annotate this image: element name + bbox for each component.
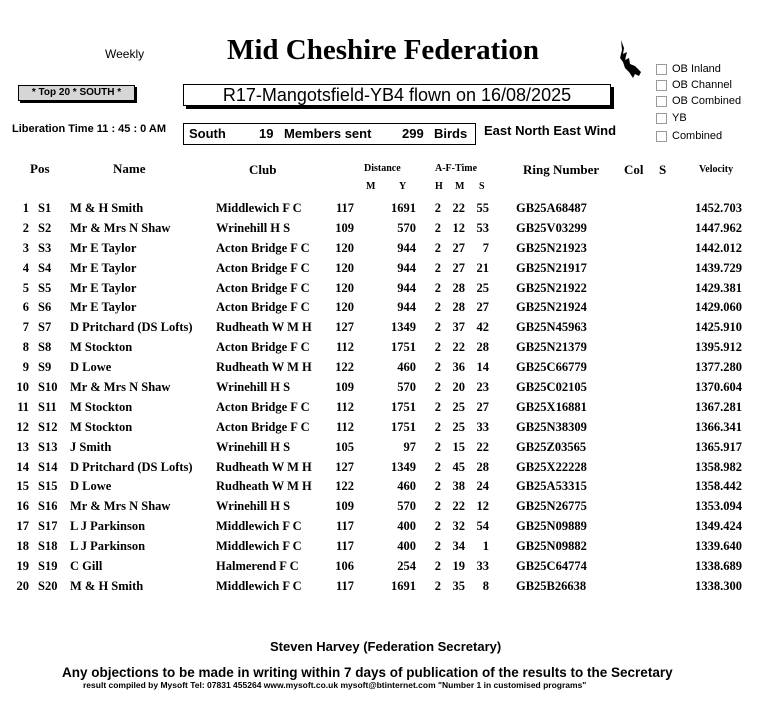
time-minutes: 28 (452, 280, 465, 295)
page-title: Mid Cheshire Federation (227, 34, 539, 66)
fancier-name: D Lowe (70, 479, 112, 494)
col-distance-y: Y (399, 181, 407, 192)
section-position: S7 (38, 320, 52, 335)
option-label: Combined (672, 130, 723, 142)
distance-yards: 1349 (391, 459, 416, 474)
time-minutes: 20 (452, 380, 465, 395)
club-name: Halmerend F C (216, 559, 299, 574)
distance-miles: 120 (335, 300, 354, 315)
time-seconds: 25 (476, 280, 489, 295)
club-name: Rudheath W M H (216, 459, 312, 474)
time-hours: 2 (434, 479, 441, 494)
time-minutes: 37 (452, 320, 465, 335)
time-minutes: 32 (452, 519, 465, 534)
time-seconds: 23 (476, 380, 489, 395)
distance-miles: 120 (335, 280, 354, 295)
club-name: Wrinehill H S (216, 499, 291, 514)
checkbox-icon[interactable] (656, 131, 667, 142)
time-minutes: 34 (452, 539, 465, 554)
section-position: S8 (38, 340, 52, 355)
distance-yards: 944 (397, 280, 416, 295)
time-minutes: 28 (452, 300, 465, 315)
club-name: Acton Bridge F C (216, 280, 310, 295)
distance-miles: 117 (335, 539, 354, 554)
distance-yards: 1691 (391, 578, 416, 593)
section-position: S15 (38, 479, 58, 494)
fancier-name: Mr E Taylor (70, 280, 137, 295)
row-number: 18 (16, 539, 29, 554)
time-minutes: 35 (452, 578, 465, 593)
row-number: 4 (22, 260, 29, 275)
distance-miles: 122 (335, 479, 354, 494)
section-position: S5 (38, 280, 52, 295)
distance-yards: 400 (397, 519, 416, 534)
table-row (0, 259, 758, 279)
time-minutes: 19 (452, 559, 465, 574)
table-row (0, 517, 758, 537)
ring-number: GB25N09889 (516, 519, 587, 534)
row-number: 16 (16, 499, 29, 514)
members-label: Members sent (284, 126, 372, 141)
time-seconds: 33 (476, 559, 489, 574)
time-hours: 2 (434, 499, 441, 514)
time-seconds: 12 (476, 499, 489, 514)
birds-count: 299 (402, 126, 424, 141)
secretary-name: Steven Harvey (Federation Secretary) (270, 639, 502, 654)
time-minutes: 27 (452, 260, 465, 275)
time-hours: 2 (434, 539, 441, 554)
checkbox-icon[interactable] (656, 64, 667, 75)
row-number: 1 (22, 201, 29, 215)
row-number: 5 (22, 280, 29, 295)
distance-miles: 120 (335, 240, 354, 255)
time-hours: 2 (434, 519, 441, 534)
velocity: 1395.912 (695, 340, 742, 355)
table-row (0, 358, 758, 378)
row-number: 2 (22, 220, 29, 235)
section-position: S13 (38, 439, 58, 454)
table-row (0, 458, 758, 478)
fancier-name: Mr & Mrs N Shaw (70, 380, 171, 395)
velocity: 1377.280 (695, 360, 742, 375)
section-position: S14 (38, 459, 58, 474)
birds-label: Birds (434, 126, 468, 141)
time-minutes: 12 (452, 220, 465, 235)
col-time-m: M (455, 181, 465, 192)
time-hours: 2 (434, 201, 441, 215)
distance-yards: 1751 (391, 419, 416, 434)
fancier-name: D Pritchard (DS Lofts) (70, 459, 193, 474)
distance-yards: 570 (397, 220, 416, 235)
velocity: 1447.962 (695, 220, 742, 235)
fancier-name: Mr E Taylor (70, 260, 137, 275)
time-seconds: 24 (476, 479, 489, 494)
row-number: 13 (16, 439, 29, 454)
fancier-name: J Smith (70, 439, 112, 454)
distance-yards: 944 (397, 240, 416, 255)
distance-yards: 570 (397, 380, 416, 395)
fancier-name: Mr & Mrs N Shaw (70, 499, 171, 514)
distance-yards: 944 (397, 260, 416, 275)
row-number: 20 (16, 578, 29, 593)
velocity: 1349.424 (695, 519, 742, 534)
section-position: S18 (38, 539, 58, 554)
time-seconds: 22 (476, 439, 489, 454)
ring-number: GB25N21924 (516, 300, 587, 315)
col-time-s: S (479, 181, 485, 192)
time-hours: 2 (434, 240, 441, 255)
distance-yards: 570 (397, 499, 416, 514)
time-minutes: 22 (452, 340, 465, 355)
col-distance-m: M (366, 181, 376, 192)
club-name: Wrinehill H S (216, 220, 291, 235)
time-seconds: 8 (482, 578, 489, 593)
club-name: Middlewich F C (216, 519, 302, 534)
fancier-name: D Pritchard (DS Lofts) (70, 320, 193, 335)
section-position: S6 (38, 300, 52, 315)
option-yb[interactable] (656, 112, 687, 124)
time-hours: 2 (434, 360, 441, 375)
compiled-by: result compiled by Mysoft Tel: 07831 455264 www.mysoft.co.uk mysoft@btinternet.com "Number 1 in customised programs" (83, 680, 587, 690)
club-name: Middlewich F C (216, 201, 302, 215)
ring-number: GB25X16881 (516, 399, 587, 414)
distance-yards: 460 (397, 360, 416, 375)
club-name: Middlewich F C (216, 578, 302, 593)
club-name: Acton Bridge F C (216, 240, 310, 255)
row-number: 12 (16, 419, 29, 434)
distance-miles: 109 (335, 220, 354, 235)
club-name: Wrinehill H S (216, 380, 291, 395)
fancier-name: Mr & Mrs N Shaw (70, 220, 171, 235)
fancier-name: Mr E Taylor (70, 300, 137, 315)
velocity: 1442.012 (695, 240, 742, 255)
table-row (0, 318, 758, 338)
ring-number: GB25V03299 (516, 220, 587, 235)
ring-number: GB25N38309 (516, 419, 587, 434)
time-seconds: 7 (482, 240, 489, 255)
table-row (0, 279, 758, 299)
col-aftime: A-F-Time (435, 163, 478, 174)
row-number: 14 (16, 459, 29, 474)
section-position: S9 (38, 360, 52, 375)
time-seconds: 28 (476, 459, 489, 474)
ring-number: GB25N21923 (516, 240, 587, 255)
distance-yards: 97 (403, 439, 416, 454)
distance-miles: 112 (335, 419, 354, 434)
time-minutes: 25 (452, 399, 465, 414)
table-row (0, 239, 758, 259)
row-number: 7 (22, 320, 29, 335)
ring-number: GB25A53315 (516, 479, 587, 494)
time-hours: 2 (434, 220, 441, 235)
time-hours: 2 (434, 419, 441, 434)
fancier-name: D Lowe (70, 360, 112, 375)
ring-number: GB25N21917 (516, 260, 587, 275)
distance-miles: 106 (335, 559, 354, 574)
row-number: 8 (22, 340, 29, 355)
pigeon-icon (615, 38, 643, 80)
time-minutes: 22 (452, 201, 465, 215)
distance-yards: 400 (397, 539, 416, 554)
time-minutes: 15 (452, 439, 465, 454)
table-row (0, 219, 758, 239)
objections-notice: Any objections to be made in writing within 7 days of publication of the results to the Secretary (62, 665, 673, 680)
distance-miles: 109 (335, 380, 354, 395)
time-hours: 2 (434, 578, 441, 593)
time-hours: 2 (434, 439, 441, 454)
fancier-name: L J Parkinson (70, 539, 146, 554)
table-row (0, 378, 758, 398)
distance-yards: 1751 (391, 340, 416, 355)
time-minutes: 38 (452, 479, 465, 494)
section-position: S10 (38, 380, 58, 395)
ring-number: GB25N21379 (516, 340, 587, 355)
table-row (0, 418, 758, 438)
section-position: S4 (38, 260, 52, 275)
distance-yards: 1349 (391, 320, 416, 335)
fancier-name: M Stockton (70, 340, 133, 355)
distance-miles: 117 (335, 201, 354, 215)
distance-miles: 112 (335, 340, 354, 355)
fancier-name: M & H Smith (70, 201, 144, 215)
race-title: R17-Mangotsfield-YB4 flown on 16/08/2025 (183, 84, 611, 106)
section-position: S16 (38, 499, 58, 514)
col-club: Club (249, 162, 277, 177)
option-label: YB (672, 112, 687, 124)
table-row (0, 199, 758, 219)
velocity: 1366.341 (695, 419, 742, 434)
distance-miles: 112 (335, 399, 354, 414)
velocity: 1338.689 (695, 559, 742, 574)
velocity: 1429.060 (695, 300, 742, 315)
row-number: 10 (16, 380, 29, 395)
table-row (0, 497, 758, 517)
time-seconds: 28 (476, 340, 489, 355)
row-number: 3 (22, 240, 29, 255)
col-colour: Col (624, 162, 644, 177)
time-hours: 2 (434, 320, 441, 335)
distance-yards: 1691 (391, 201, 416, 215)
section-badge: * Top 20 * SOUTH * (18, 85, 135, 101)
table-row (0, 557, 758, 577)
distance-miles: 127 (335, 320, 354, 335)
club-name: Acton Bridge F C (216, 419, 310, 434)
ring-number: GB25N21922 (516, 280, 587, 295)
time-seconds: 33 (476, 419, 489, 434)
velocity: 1452.703 (695, 201, 742, 215)
distance-miles: 120 (335, 260, 354, 275)
fancier-name: L J Parkinson (70, 519, 146, 534)
time-seconds: 54 (476, 519, 489, 534)
fancier-name: M & H Smith (70, 578, 144, 593)
club-name: Acton Bridge F C (216, 260, 310, 275)
fancier-name: Mr E Taylor (70, 240, 137, 255)
time-seconds: 55 (476, 201, 489, 215)
option-label: OB Inland (672, 63, 721, 75)
table-row (0, 477, 758, 497)
table-row (0, 398, 758, 418)
club-name: Middlewich F C (216, 539, 302, 554)
club-name: Rudheath W M H (216, 360, 312, 375)
col-time-h: H (435, 181, 443, 192)
table-row (0, 338, 758, 358)
distance-yards: 460 (397, 479, 416, 494)
time-seconds: 42 (476, 320, 489, 335)
time-hours: 2 (434, 559, 441, 574)
time-hours: 2 (434, 399, 441, 414)
section-position: S1 (38, 201, 52, 215)
time-minutes: 36 (452, 360, 465, 375)
club-name: Rudheath W M H (216, 479, 312, 494)
row-number: 17 (16, 519, 29, 534)
checkbox-icon[interactable] (656, 80, 667, 91)
club-name: Acton Bridge F C (216, 300, 310, 315)
velocity: 1365.917 (695, 439, 742, 454)
fancier-name: M Stockton (70, 419, 133, 434)
ring-number: GB25Z03565 (516, 439, 587, 454)
time-hours: 2 (434, 280, 441, 295)
checkbox-icon[interactable] (656, 113, 667, 124)
velocity: 1370.604 (695, 380, 742, 395)
distance-yards: 254 (397, 559, 416, 574)
fancier-name: C Gill (70, 559, 103, 574)
ring-number: GB25C02105 (516, 380, 587, 395)
club-name: Rudheath W M H (216, 320, 312, 335)
club-name: Acton Bridge F C (216, 340, 310, 355)
option-ob-combined[interactable] (656, 95, 741, 107)
distance-miles: 122 (335, 360, 354, 375)
velocity: 1425.910 (695, 320, 742, 335)
section-position: S12 (38, 419, 58, 434)
option-label: OB Combined (672, 95, 742, 107)
table-row (0, 438, 758, 458)
row-number: 15 (16, 479, 29, 494)
time-hours: 2 (434, 459, 441, 474)
time-seconds: 27 (476, 399, 489, 414)
col-velocity: Velocity (699, 164, 734, 175)
wind-direction: East North East Wind (484, 123, 617, 138)
distance-yards: 944 (397, 300, 416, 315)
velocity: 1429.381 (695, 280, 742, 295)
ring-number: GB25C64774 (516, 559, 587, 574)
col-pos: Pos (30, 161, 50, 176)
time-hours: 2 (434, 380, 441, 395)
distance-miles: 109 (335, 499, 354, 514)
row-number: 11 (17, 399, 29, 414)
liberation-time: Liberation Time 11 : 45 : 0 AM (12, 123, 167, 135)
members-sent-box (183, 123, 476, 145)
club-name: Acton Bridge F C (216, 399, 310, 414)
checkbox-icon[interactable] (656, 96, 667, 107)
time-hours: 2 (434, 340, 441, 355)
section-position: S19 (38, 559, 58, 574)
time-seconds: 14 (476, 360, 489, 375)
distance-miles: 117 (335, 519, 354, 534)
table-row (0, 298, 758, 318)
ring-number: GB25N26775 (516, 499, 587, 514)
distance-miles: 127 (335, 459, 354, 474)
table-row (0, 577, 758, 597)
time-seconds: 27 (476, 300, 489, 315)
section-position: S3 (38, 240, 52, 255)
time-seconds: 1 (482, 539, 489, 554)
col-distance: Distance (364, 163, 401, 174)
ring-number: GB25A68487 (516, 201, 587, 215)
distance-yards: 1751 (391, 399, 416, 414)
weekly-label: Weekly (105, 47, 145, 61)
distance-miles: 105 (335, 439, 354, 454)
row-number: 9 (22, 360, 29, 375)
members-count: 19 (259, 126, 274, 141)
ring-number: GB25N09882 (516, 539, 587, 554)
option-ob-channel[interactable] (656, 79, 732, 91)
distance-miles: 117 (335, 578, 354, 593)
option-ob-inland[interactable] (656, 63, 721, 75)
time-seconds: 21 (476, 260, 489, 275)
col-ring: Ring Number (523, 162, 600, 177)
section-position: S2 (38, 220, 52, 235)
velocity: 1338.300 (695, 578, 742, 593)
time-minutes: 22 (452, 499, 465, 514)
table-row (0, 537, 758, 557)
time-hours: 2 (434, 260, 441, 275)
velocity: 1339.640 (695, 539, 742, 554)
velocity: 1353.094 (695, 499, 742, 514)
club-name: Wrinehill H S (216, 439, 291, 454)
ring-number: GB25N45963 (516, 320, 587, 335)
time-hours: 2 (434, 300, 441, 315)
velocity: 1358.982 (695, 459, 742, 474)
time-seconds: 53 (476, 220, 489, 235)
ring-number: GB25X22228 (516, 459, 587, 474)
time-minutes: 27 (452, 240, 465, 255)
section-position: S11 (38, 399, 57, 414)
section-position: S17 (38, 519, 58, 534)
velocity: 1367.281 (695, 399, 742, 414)
row-number: 6 (22, 300, 29, 315)
time-minutes: 45 (452, 459, 465, 474)
results-table (0, 199, 758, 597)
section-name: South (189, 126, 226, 141)
section-position: S20 (38, 578, 58, 593)
col-name: Name (113, 161, 146, 176)
velocity: 1439.729 (695, 260, 742, 275)
row-number: 19 (16, 559, 29, 574)
ring-number: GB25B26638 (516, 578, 587, 593)
velocity: 1358.442 (695, 479, 742, 494)
time-minutes: 25 (452, 419, 465, 434)
option-label: OB Channel (672, 79, 732, 91)
option-combined[interactable] (656, 130, 722, 142)
fancier-name: M Stockton (70, 399, 133, 414)
ring-number: GB25C66779 (516, 360, 587, 375)
col-sex: S (659, 162, 667, 177)
